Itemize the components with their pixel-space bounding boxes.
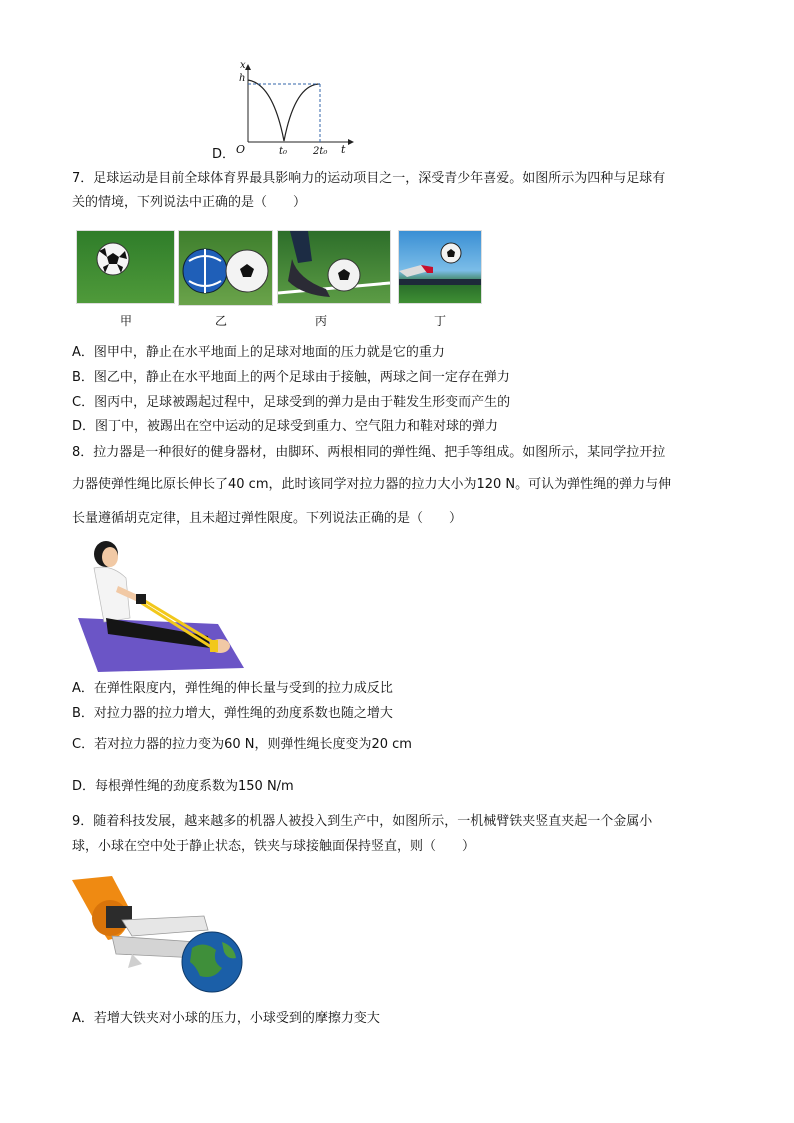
q8-stem-line-2: 力器使弹性绳比原长伸长了40 cm，此时该同学对拉力器的拉力大小为120 N。可认为弹性绳的弹力与伸 — [72, 477, 672, 492]
q8-option-d: D．每根弹性绳的劲度系数为150 N/m — [72, 779, 294, 794]
q7-caption-jia: 甲 — [119, 314, 132, 328]
option-d-label: D． — [212, 147, 236, 162]
q7-caption-ding: 丁 — [433, 314, 446, 328]
q7-option-d: D．图丁中，被踢出在空中运动的足球受到重力、空气阻力和鞋对球的弹力 — [72, 419, 499, 434]
graph-t0-label: t₀ — [279, 146, 288, 157]
q9-stem-line-2: 球，小球在空中处于静止状态，铁夹与球接触面保持竖直，则（ ） — [72, 839, 476, 854]
q8-option-a: A．在弹性限度内，弹性绳的伸长量与受到的拉力成反比 — [72, 681, 393, 696]
q7-image-jia — [76, 230, 175, 304]
q7-stem-line-1: 7．足球运动是目前全球体育界最具影响力的运动项目之一，深受青少年喜爱。如图所示为四种与足球有 — [72, 171, 666, 186]
q7-option-c: C．图丙中，足球被踢起过程中，足球受到的弹力是由于鞋发生形变而产生的 — [72, 395, 511, 410]
q7-image-ding — [398, 230, 482, 304]
q7-stem-line-2: 关的情境，下列说法中正确的是（ ） — [72, 195, 307, 210]
graph-y-axis-label: x — [240, 60, 246, 71]
q8-option-b: B．对拉力器的拉力增大，弹性绳的劲度系数也随之增大 — [72, 706, 393, 721]
graph-2t0-label: 2t₀ — [313, 146, 328, 157]
q7-image-yi — [178, 230, 273, 306]
graph-t-axis-label: t — [341, 143, 346, 156]
q8-stem-line-3: 长量遵循胡克定律，且未超过弹性限度。下列说法正确的是（ ） — [72, 511, 463, 526]
graph-origin-label: O — [236, 143, 246, 156]
q9-option-a: A．若增大铁夹对小球的压力，小球受到的摩擦力变大 — [72, 1011, 380, 1026]
graph-h-label: h — [239, 73, 246, 84]
q7-option-b: B．图乙中，静止在水平地面上的两个足球由于接触，两球之间一定存在弹力 — [72, 370, 510, 385]
displacement-time-graph — [228, 62, 358, 162]
q8-stem-line-1: 8．拉力器是一种很好的健身器材，由脚环、两根相同的弹性绳、把手等组成。如图所示，某同学拉开拉 — [72, 445, 666, 460]
q7-caption-yi: 乙 — [214, 314, 227, 328]
q9-robot-arm-image — [72, 876, 244, 998]
q8-option-c: C．若对拉力器的拉力变为60 N，则弹性绳长度变为20 cm — [72, 737, 412, 752]
q8-exercise-image — [78, 540, 244, 672]
q7-image-bing — [277, 230, 391, 304]
q7-caption-bing: 丙 — [314, 314, 327, 328]
q7-option-a: A．图甲中，静止在水平地面上的足球对地面的压力就是它的重力 — [72, 345, 445, 360]
q9-stem-line-1: 9．随着科技发展，越来越多的机器人被投入到生产中，如图所示，一机械臂铁夹竖直夹起一个金属小 — [72, 814, 653, 829]
